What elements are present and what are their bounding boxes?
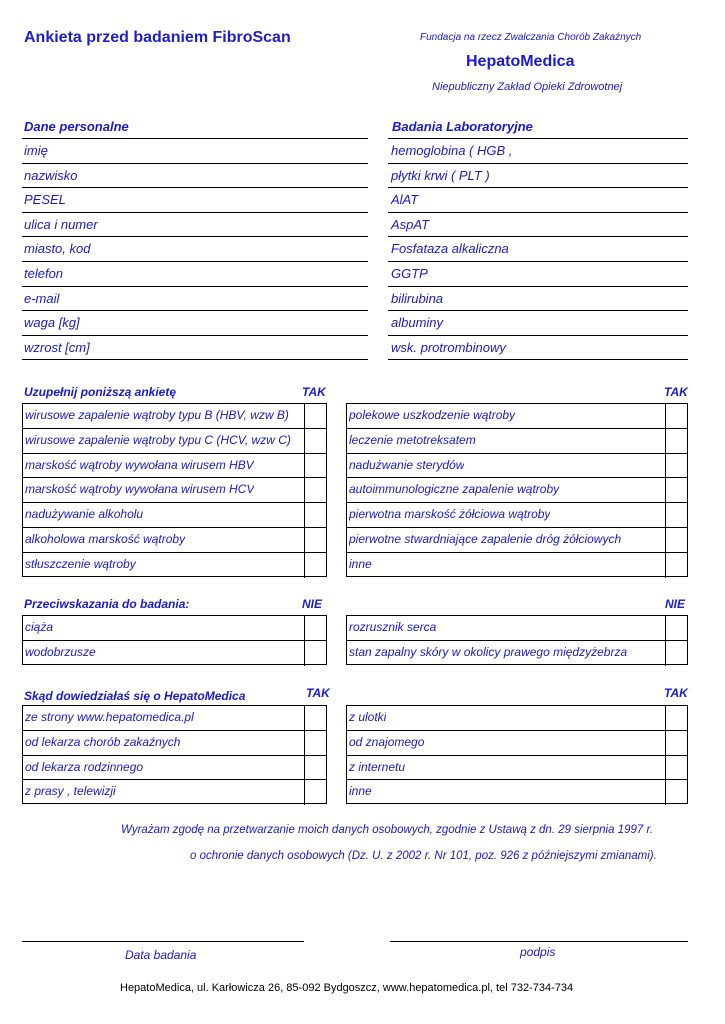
lab-field-label: albuminy <box>391 315 444 331</box>
brand-name: HepatoMedica <box>466 53 575 70</box>
row-label: marskość wątroby wywołana wirusem HBV <box>25 457 254 472</box>
contra-left-table <box>22 615 327 665</box>
row-label: z prasy , telewizji <box>25 784 116 799</box>
row-label: wirusowe zapalenie wątroby typu B (HBV, wzw B) <box>25 408 289 422</box>
page-title: Ankieta przed badaniem FibroScan <box>24 29 291 46</box>
row-label: polekowe uszkodzenie wątroby <box>349 408 516 422</box>
row-label: stłuszczenie wątroby <box>25 556 136 571</box>
row-label: od lekarza chorób zakaźnych <box>25 734 181 749</box>
lab-field-line <box>388 359 688 360</box>
row-label: pierwotne stwardniające zapalenie dróg żółciowych <box>349 531 622 546</box>
answer-checkbox[interactable] <box>665 731 687 755</box>
table-row <box>23 454 326 479</box>
table-row <box>23 528 326 553</box>
answer-checkbox[interactable] <box>304 706 326 730</box>
row-label: marskość wątroby wywołana wirusem HCV <box>25 482 255 497</box>
table-row <box>347 478 687 503</box>
personal-field-label: imię <box>24 143 48 158</box>
table-row <box>347 503 687 528</box>
table-row <box>347 429 687 454</box>
signature-line[interactable] <box>390 941 688 942</box>
footer-contact: HepatoMedica, ul. Karłowicza 26, 85-092 Bydgoszcz, www.hepatomedica.pl, tel 732-734-734 <box>120 982 574 994</box>
answer-checkbox[interactable] <box>304 528 326 552</box>
lab-field-label: bilirubina <box>391 290 444 306</box>
lab-field-line <box>388 163 688 164</box>
answer-checkbox[interactable] <box>665 503 687 527</box>
table-row <box>347 706 687 731</box>
table-row <box>23 641 326 666</box>
table-row <box>23 429 326 454</box>
row-label: stan zapalny skóry w okolicy prawego międzyżebrza <box>349 644 628 659</box>
row-label: z ulotki <box>349 710 387 724</box>
source-col-left: TAK <box>306 686 330 700</box>
personal-field-label: PESEL <box>24 192 66 208</box>
personal-field-label: ulica i numer <box>24 216 98 232</box>
table-row <box>347 780 687 805</box>
personal-field-label: wzrost [cm] <box>24 339 90 355</box>
survey-col-left: TAK <box>302 385 326 399</box>
personal-field-label: waga [kg] <box>24 315 80 331</box>
survey-heading: Uzupełnij poniższą ankietę <box>24 385 177 399</box>
answer-checkbox[interactable] <box>665 641 687 666</box>
personal-field-label: e-mail <box>24 290 60 306</box>
table-row <box>347 454 687 479</box>
table-row <box>23 756 326 781</box>
personal-field-label: nazwisko <box>24 167 78 183</box>
personal-field-line <box>22 187 368 188</box>
answer-checkbox[interactable] <box>665 404 687 428</box>
answer-checkbox[interactable] <box>665 756 687 780</box>
contra-right-table <box>346 615 688 665</box>
consent-line-1: Wyrażam zgodę na przetwarzanie moich danych osobowych, zgodnie z Ustawą z dn. 29 sierpnia 1997 r. <box>121 824 654 836</box>
answer-checkbox[interactable] <box>304 731 326 755</box>
contra-heading: Przeciwskazania do badania: <box>24 597 190 611</box>
personal-field-line <box>22 310 368 311</box>
table-row <box>23 553 326 578</box>
answer-checkbox[interactable] <box>304 454 326 478</box>
personal-field-line <box>22 335 368 336</box>
source-heading: Skąd dowiedziałaś się o HepatoMedica <box>24 689 246 703</box>
lab-field-label: AlAT <box>391 192 419 208</box>
personal-field-line <box>22 359 368 360</box>
lab-field-label: wsk. protrombinowy <box>391 339 506 355</box>
personal-field-line <box>22 212 368 213</box>
row-label: z internetu <box>349 759 406 774</box>
row-label: pierwotna marskość żółciowa wątroby <box>349 507 551 522</box>
survey-right-table <box>346 403 688 577</box>
lab-heading: Badania Laboratoryjne <box>392 119 533 134</box>
answer-checkbox[interactable] <box>665 553 687 578</box>
answer-checkbox[interactable] <box>304 503 326 527</box>
signature-label: podpis <box>520 945 556 959</box>
table-row <box>347 404 687 429</box>
table-row <box>23 616 326 641</box>
answer-checkbox[interactable] <box>665 478 687 502</box>
personal-field-line <box>22 261 368 262</box>
survey-col-right: TAK <box>664 385 688 399</box>
row-label: inne <box>349 556 372 571</box>
row-label: nadużwanie sterydów <box>349 457 465 472</box>
answer-checkbox[interactable] <box>304 404 326 428</box>
survey-left-table <box>22 403 327 577</box>
personal-field-line <box>22 138 368 139</box>
table-row <box>347 731 687 756</box>
table-row <box>23 780 326 805</box>
answer-checkbox[interactable] <box>665 429 687 453</box>
answer-checkbox[interactable] <box>304 756 326 780</box>
contra-col-left: NIE <box>302 597 323 611</box>
row-label: nadużywanie alkoholu <box>25 507 144 522</box>
personal-field-label: miasto, kod <box>24 241 91 257</box>
row-label: wodobrzusze <box>25 644 96 659</box>
lab-field-line <box>388 286 688 287</box>
lab-field-label: AspAT <box>391 216 430 232</box>
brand-subtitle: Niepubliczny Zakład Opieki Zdrowotnej <box>432 81 623 93</box>
row-label: autoimmunologiczne zapalenie wątroby <box>349 482 560 497</box>
answer-checkbox[interactable] <box>665 528 687 552</box>
source-right-table <box>346 705 688 804</box>
personal-field-line <box>22 163 368 164</box>
row-label: leczenie metotreksatem <box>349 432 476 447</box>
lab-field-label: GGTP <box>391 266 428 281</box>
table-row <box>23 731 326 756</box>
answer-checkbox[interactable] <box>665 706 687 730</box>
answer-checkbox[interactable] <box>304 641 326 666</box>
lab-field-line <box>388 335 688 336</box>
row-label: inne <box>349 784 372 799</box>
consent-line-2: o ochronie danych osobowych (Dz. U. z 2002 r. Nr 101, poz. 926 z późniejszymi zmianami). <box>190 850 657 862</box>
personal-field-line <box>22 286 368 287</box>
answer-checkbox[interactable] <box>304 553 326 578</box>
answer-checkbox[interactable] <box>665 780 687 805</box>
foundation-name: Fundacja na rzecz Zwalczania Chorób Zakaźnych <box>420 32 642 43</box>
row-label: od lekarza rodzinnego <box>25 759 144 774</box>
table-row <box>23 706 326 731</box>
lab-field-label: hemoglobina ( HGB , <box>391 143 513 158</box>
table-row <box>23 404 326 429</box>
lab-field-line <box>388 261 688 262</box>
answer-checkbox[interactable] <box>304 616 326 640</box>
answer-checkbox[interactable] <box>304 780 326 805</box>
lab-field-line <box>388 212 688 213</box>
personal-field-line <box>22 236 368 237</box>
personal-heading: Dane personalne <box>24 119 129 134</box>
lab-field-line <box>388 236 688 237</box>
row-label: ciąża <box>25 620 54 634</box>
answer-checkbox[interactable] <box>665 616 687 640</box>
lab-field-line <box>388 310 688 311</box>
answer-checkbox[interactable] <box>665 454 687 478</box>
contra-col-right: NIE <box>665 597 686 611</box>
row-label: rozrusznik serca <box>349 620 437 634</box>
table-row <box>347 528 687 553</box>
table-row <box>347 616 687 641</box>
table-row <box>347 756 687 781</box>
source-left-table <box>22 705 327 804</box>
lab-field-line <box>388 187 688 188</box>
row-label: wirusowe zapalenie wątroby typu C (HCV, wzw C) <box>25 432 291 447</box>
source-col-right: TAK <box>664 686 688 700</box>
lab-field-line <box>388 138 688 139</box>
personal-field-label: telefon <box>24 266 64 281</box>
table-row <box>23 478 326 503</box>
table-row <box>23 503 326 528</box>
row-label: ze strony www.hepatomedica.pl <box>25 710 194 724</box>
lab-field-label: płytki krwi ( PLT ) <box>391 167 490 183</box>
row-label: od znajomego <box>349 734 425 749</box>
date-label: Data badania <box>125 948 197 962</box>
table-row <box>347 553 687 578</box>
date-signature-line[interactable] <box>22 941 304 942</box>
answer-checkbox[interactable] <box>304 478 326 502</box>
answer-checkbox[interactable] <box>304 429 326 453</box>
lab-field-label: Fosfataza alkaliczna <box>391 241 509 257</box>
table-row <box>347 641 687 666</box>
row-label: alkoholowa marskość wątroby <box>25 531 186 546</box>
